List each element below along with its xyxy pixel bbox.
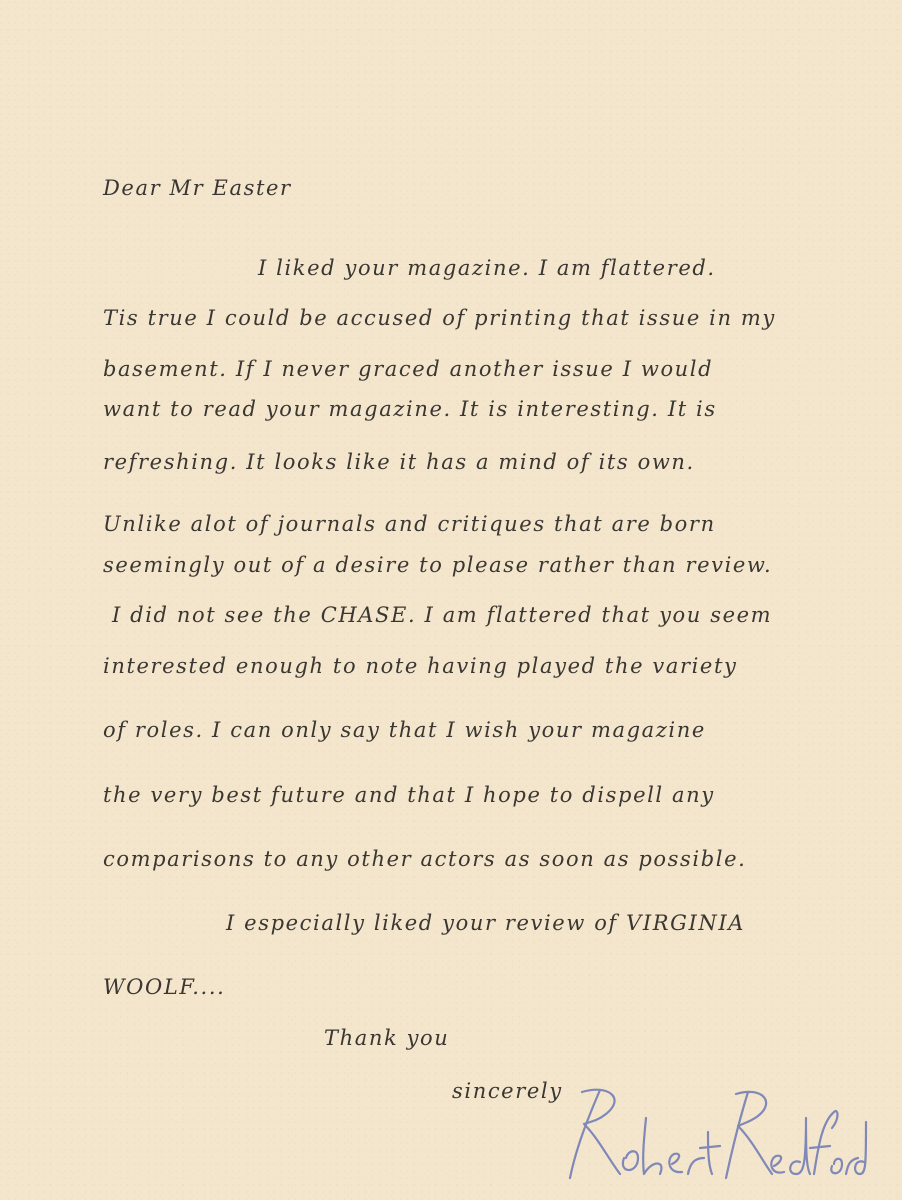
closing-thanks: Thank you bbox=[324, 1026, 450, 1050]
letter-line: want to read your magazine. It is interesting. It is bbox=[103, 397, 717, 421]
letter-line: I did not see the CHASE. I am flattered that you seem bbox=[112, 603, 773, 627]
letter-line: basement. If I never graced another issue I would bbox=[103, 357, 714, 381]
letter-line: comparisons to any other actors as soon as possible. bbox=[103, 847, 747, 871]
salutation: Dear Mr Easter bbox=[103, 176, 292, 200]
letter-line: I especially liked your review of VIRGINIA bbox=[226, 911, 746, 935]
letter-line: WOOLF.... bbox=[103, 975, 226, 999]
handwritten-signature bbox=[548, 1078, 868, 1188]
letter-line: Unlike alot of journals and critiques that are born bbox=[103, 512, 716, 536]
letter-line: I liked your magazine. I am flattered. bbox=[258, 256, 716, 280]
letter-line: seemingly out of a desire to please rather than review. bbox=[103, 553, 773, 577]
closing: sincerely bbox=[452, 1079, 563, 1103]
letter-line: refreshing. It looks like it has a mind of its own. bbox=[103, 450, 695, 474]
letter-line: the very best future and that I hope to dispell any bbox=[103, 783, 715, 807]
letter-line: interested enough to note having played the variety bbox=[103, 654, 738, 678]
letter-line: of roles. I can only say that I wish your magazine bbox=[103, 718, 706, 742]
letter-line: Tis true I could be accused of printing that issue in my bbox=[103, 306, 776, 330]
